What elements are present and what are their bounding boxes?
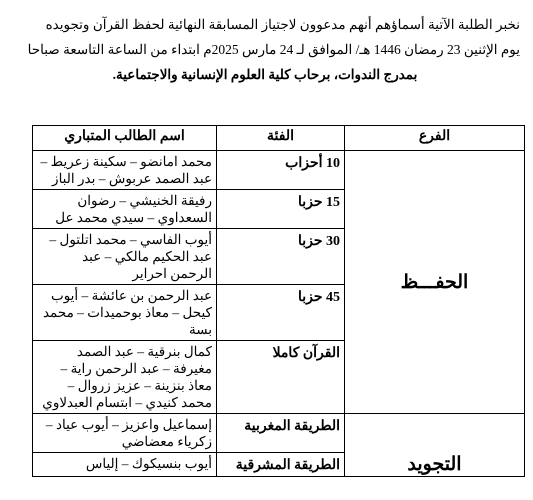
names-cell: أيوب بنسيكوك – إلياس bbox=[33, 453, 217, 477]
header-branch: الفرع bbox=[345, 126, 525, 151]
category-cell: 45 حزبا bbox=[217, 285, 345, 341]
category-cell: 15 حزبا bbox=[217, 190, 345, 229]
header-names: اسم الطالب المتباري bbox=[33, 126, 217, 151]
names-cell: كمال بنرقية – عبد الصمد مغيرفة – عبد الرحمن راية – معاذ بنزينة – عزيز زروال – محمد كنيدي – ابتسام العبدلاوي bbox=[33, 341, 217, 414]
category-cell: القرآن كاملا bbox=[217, 341, 345, 414]
table-row bbox=[33, 151, 525, 190]
category-cell: الطريقة المغربية bbox=[217, 414, 345, 453]
names-cell: رفيقة الخنيشي – رضوان السعداوي – سيدي محمد عل bbox=[33, 190, 217, 229]
table-header-row bbox=[33, 126, 525, 151]
announcement-text bbox=[10, 12, 520, 87]
category-cell: 10 أحزاب bbox=[217, 151, 345, 190]
category-cell: 30 حزبا bbox=[217, 229, 345, 285]
names-cell: محمد امانضو – سكينة زعريط – عبد الصمد عربوش – بدر الباز bbox=[33, 151, 217, 190]
header-category: الفئة bbox=[217, 126, 345, 151]
announcement-line-2: يوم الإثنين 23 رمضان 1446 هـ/ الموافق لـ 24 مارس 2025م ابتداء من الساعة التاسعة صباحا bbox=[27, 42, 520, 57]
announcement-line-3: بمدرج الندوات، برحاب كلية العلوم الإنسانية والاجتماعية. bbox=[112, 67, 418, 82]
names-cell: عبد الرحمن بن عائشة – أيوب كيحل – معاذ بوحميدات – محمد بسة bbox=[33, 285, 217, 341]
names-cell: إسماعيل واعزيز – أيوب عياد – زكرياء معضاضي bbox=[33, 414, 217, 453]
table-row bbox=[33, 414, 525, 453]
category-cell: الطريقة المشرقية bbox=[217, 453, 345, 477]
branch-tajweed: التجويد bbox=[345, 414, 525, 477]
names-cell: أيوب الفاسي – محمد اتلتول – عبد الحكيم مالكي – عبد الرحمن احراير bbox=[33, 229, 217, 285]
announcement-line-1: نخبر الطلبة الآتية أسماؤهم أنهم مدعوون لاجتياز المسابقة النهائية لحفظ القرآن وتجويده bbox=[45, 17, 520, 32]
branch-hifz: الحفـــظ bbox=[345, 151, 525, 414]
contestants-table bbox=[32, 125, 525, 477]
